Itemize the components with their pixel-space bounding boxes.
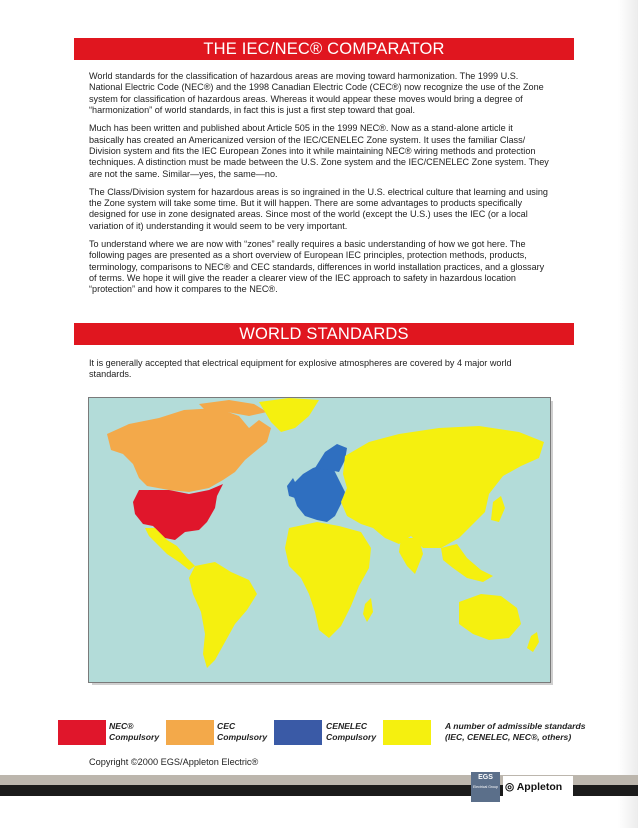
legend-label-line: Compulsory	[109, 732, 160, 742]
page-title: THE IEC/NEC® COMPARATOR	[74, 38, 574, 60]
egs-logo	[471, 772, 500, 802]
appleton-logo-text: Appleton	[516, 781, 563, 793]
egs-logo-text: EGS	[478, 774, 493, 781]
legend-label-cenelec	[326, 721, 376, 743]
world-intro-text: It is generally accepted that electrical equipment for explosive atmospheres are covered by 4 major world standards.	[89, 358, 512, 380]
legend-label-nec	[109, 721, 159, 743]
legend-label-line: NEC®	[109, 721, 134, 731]
legend-swatch-nec	[58, 720, 106, 745]
world-map	[88, 397, 551, 683]
intro-paragraph: World standards for the classification of hazardous areas are moving toward harmonization. The 1999 U.S. National Electric Code (NEC®) and the 1998 Canadian Electric Code (CEC®) now recognize the use of the Zone system for classification of hazardous areas. Whereas it would appear these moves would bring a degree of “harmonization” of world standards, in fact this is just a first step toward that goal.	[89, 71, 544, 116]
legend-label-line: CEC	[217, 721, 236, 731]
appleton-logo	[503, 776, 573, 798]
legend-label-line: (IEC, CENELEC, NEC®, others)	[445, 732, 572, 742]
legend-label-line: A number of admissible standards	[445, 721, 586, 731]
legend-label-line: CENELEC	[326, 721, 368, 731]
section-title: WORLD STANDARDS	[74, 323, 574, 345]
world-map-graphic	[89, 398, 550, 682]
intro-paragraph: The Class/Division system for hazardous areas is so ingrained in the U.S. electrical culture that learning and using the Zone system will take some time. But it will happen. There are some advantages to products specifically designed for use in zone designated areas. Since most of the world (except the U.S.) uses the IEC (or a local variation of it) understanding it would seem to be very important.	[89, 186, 548, 231]
legend-label-cec	[217, 721, 267, 743]
legend-swatch-cec	[166, 720, 214, 745]
legend-label-other	[445, 721, 586, 743]
legend-swatch-cenelec	[274, 720, 322, 745]
appleton-mark-icon: ◎	[505, 781, 515, 793]
legend-label-line: Compulsory	[217, 732, 268, 742]
intro-text	[89, 71, 549, 302]
legend-label-line: Compulsory	[326, 732, 377, 742]
copyright-text: Copyright ©2000 EGS/Appleton Electric®	[89, 757, 259, 767]
intro-paragraph: To understand where we are now with “zones” really requires a basic understanding of how we got here. The following pages are presented as a short overview of European IEC principles, protection methods, products, terminology, comparisons to NEC® and CEC standards, differences in world installation practices, and a glossary of terms. We hope it will give the reader a clearer view of the IEC approach to safety in hazardous location “protection” and how it compares to the NEC®.	[89, 238, 545, 295]
egs-logo-subtext: Electrical Group	[473, 785, 498, 789]
intro-paragraph: Much has been written and published about Article 505 in the 1999 NEC®. Now as a stand-alone article it basically has created an Americanized version of the IEC/CENELEC Zone system. It uses the familiar Class/ Division system and fits the IEC European Zones into it while maintaining NEC® wiring methods and protection techniques. A distinction must be made between the U.S. Zone system and the IEC/CENELEC Zone system. They are not the same. Similar—yes, the same—no.	[89, 123, 549, 179]
page-edge-shadow	[618, 0, 638, 828]
legend-swatch-other	[383, 720, 431, 745]
